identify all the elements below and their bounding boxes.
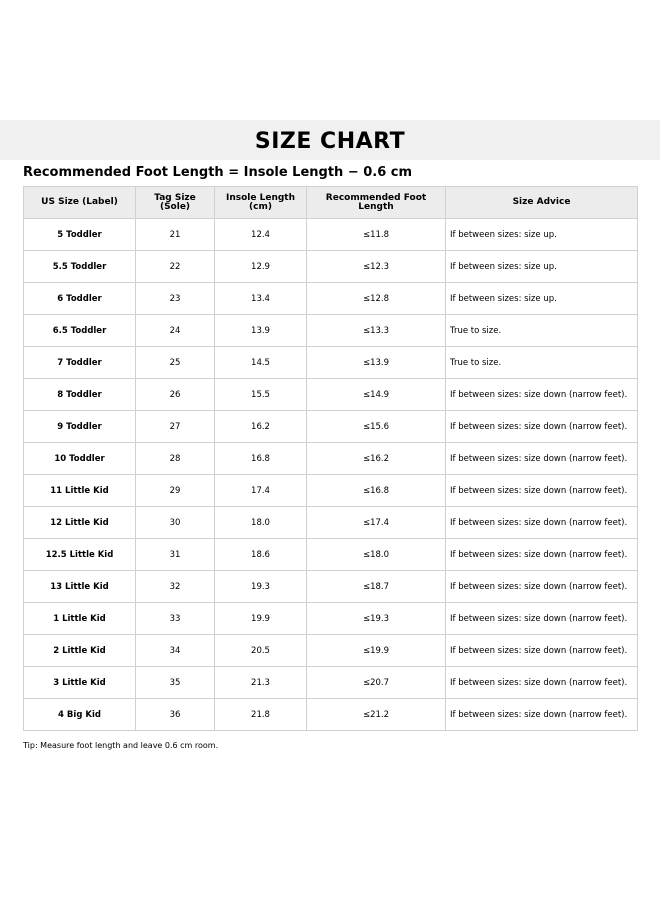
cell-recommended-foot-length: ≤20.7 [307,667,446,699]
cell-us-size: 9 Toddler [24,411,136,443]
cell-us-size: 4 Big Kid [24,699,136,731]
cell-insole-length: 12.4 [215,219,307,251]
cell-recommended-foot-length: ≤19.9 [307,635,446,667]
cell-recommended-foot-length: ≤12.8 [307,283,446,315]
cell-recommended-foot-length: ≤18.7 [307,571,446,603]
cell-recommended-foot-length: ≤12.3 [307,251,446,283]
table-row [24,347,638,379]
header-recommended-foot-length: Recommended Foot Length [307,187,446,219]
cell-insole-length: 14.5 [215,347,307,379]
cell-tag-size: 32 [136,571,215,603]
header-insole-length: Insole Length (cm) [215,187,307,219]
cell-tag-size: 34 [136,635,215,667]
cell-size-advice: If between sizes: size down (narrow feet). [446,539,638,571]
cell-recommended-foot-length: ≤21.2 [307,699,446,731]
cell-tag-size: 29 [136,475,215,507]
table-row [24,667,638,699]
cell-recommended-foot-length: ≤11.8 [307,219,446,251]
cell-tag-size: 28 [136,443,215,475]
cell-tag-size: 27 [136,411,215,443]
cell-size-advice: If between sizes: size down (narrow feet). [446,635,638,667]
table-row [24,315,638,347]
cell-size-advice: If between sizes: size down (narrow feet). [446,443,638,475]
cell-us-size: 7 Toddler [24,347,136,379]
cell-us-size: 11 Little Kid [24,475,136,507]
cell-us-size: 2 Little Kid [24,635,136,667]
cell-recommended-foot-length: ≤16.2 [307,443,446,475]
cell-tag-size: 30 [136,507,215,539]
cell-recommended-foot-length: ≤15.6 [307,411,446,443]
cell-tag-size: 22 [136,251,215,283]
cell-insole-length: 21.3 [215,667,307,699]
cell-tag-size: 36 [136,699,215,731]
cell-size-advice: True to size. [446,315,638,347]
cell-us-size: 3 Little Kid [24,667,136,699]
cell-tag-size: 31 [136,539,215,571]
table-body [24,219,638,731]
cell-insole-length: 13.4 [215,283,307,315]
cell-tag-size: 33 [136,603,215,635]
title-band [0,120,660,160]
cell-us-size: 12.5 Little Kid [24,539,136,571]
cell-insole-length: 17.4 [215,475,307,507]
table-row [24,475,638,507]
cell-recommended-foot-length: ≤13.9 [307,347,446,379]
table-row [24,283,638,315]
table-row [24,507,638,539]
size-chart-table [23,186,638,731]
cell-size-advice: If between sizes: size down (narrow feet). [446,411,638,443]
cell-us-size: 6.5 Toddler [24,315,136,347]
cell-tag-size: 24 [136,315,215,347]
table-row [24,411,638,443]
table-header [24,187,638,219]
cell-recommended-foot-length: ≤17.4 [307,507,446,539]
cell-insole-length: 19.9 [215,603,307,635]
cell-insole-length: 18.6 [215,539,307,571]
cell-us-size: 5.5 Toddler [24,251,136,283]
cell-insole-length: 19.3 [215,571,307,603]
cell-us-size: 5 Toddler [24,219,136,251]
cell-size-advice: If between sizes: size down (narrow feet). [446,571,638,603]
cell-us-size: 6 Toddler [24,283,136,315]
table-row [24,219,638,251]
cell-size-advice: If between sizes: size up. [446,219,638,251]
table-row [24,571,638,603]
cell-insole-length: 15.5 [215,379,307,411]
cell-insole-length: 18.0 [215,507,307,539]
header-tag-size: Tag Size (Sole) [136,187,215,219]
cell-insole-length: 12.9 [215,251,307,283]
cell-us-size: 1 Little Kid [24,603,136,635]
page-title: SIZE CHART [254,129,406,154]
table-row [24,699,638,731]
cell-recommended-foot-length: ≤14.9 [307,379,446,411]
cell-tag-size: 35 [136,667,215,699]
cell-tag-size: 23 [136,283,215,315]
cell-insole-length: 16.2 [215,411,307,443]
cell-insole-length: 16.8 [215,443,307,475]
cell-size-advice: If between sizes: size down (narrow feet). [446,475,638,507]
cell-us-size: 10 Toddler [24,443,136,475]
cell-size-advice: If between sizes: size up. [446,251,638,283]
table-row [24,603,638,635]
header-size-advice: Size Advice [446,187,638,219]
tip-text: Tip: Measure foot length and leave 0.6 cm room. [23,741,219,750]
header-row [24,187,638,219]
table-row [24,379,638,411]
formula-subtitle: Recommended Foot Length = Insole Length − 0.6 cm [23,165,413,180]
table-row [24,635,638,667]
cell-insole-length: 21.8 [215,699,307,731]
cell-recommended-foot-length: ≤13.3 [307,315,446,347]
table-row [24,251,638,283]
cell-size-advice: If between sizes: size down (narrow feet). [446,379,638,411]
cell-size-advice: True to size. [446,347,638,379]
cell-size-advice: If between sizes: size down (narrow feet). [446,667,638,699]
cell-size-advice: If between sizes: size down (narrow feet). [446,603,638,635]
cell-us-size: 12 Little Kid [24,507,136,539]
cell-tag-size: 26 [136,379,215,411]
table-row [24,443,638,475]
cell-recommended-foot-length: ≤19.3 [307,603,446,635]
cell-us-size: 13 Little Kid [24,571,136,603]
cell-us-size: 8 Toddler [24,379,136,411]
cell-recommended-foot-length: ≤18.0 [307,539,446,571]
table-row [24,539,638,571]
cell-tag-size: 25 [136,347,215,379]
cell-tag-size: 21 [136,219,215,251]
cell-insole-length: 20.5 [215,635,307,667]
cell-recommended-foot-length: ≤16.8 [307,475,446,507]
cell-insole-length: 13.9 [215,315,307,347]
cell-size-advice: If between sizes: size down (narrow feet). [446,507,638,539]
cell-size-advice: If between sizes: size up. [446,283,638,315]
header-us-size: US Size (Label) [24,187,136,219]
cell-size-advice: If between sizes: size down (narrow feet). [446,699,638,731]
